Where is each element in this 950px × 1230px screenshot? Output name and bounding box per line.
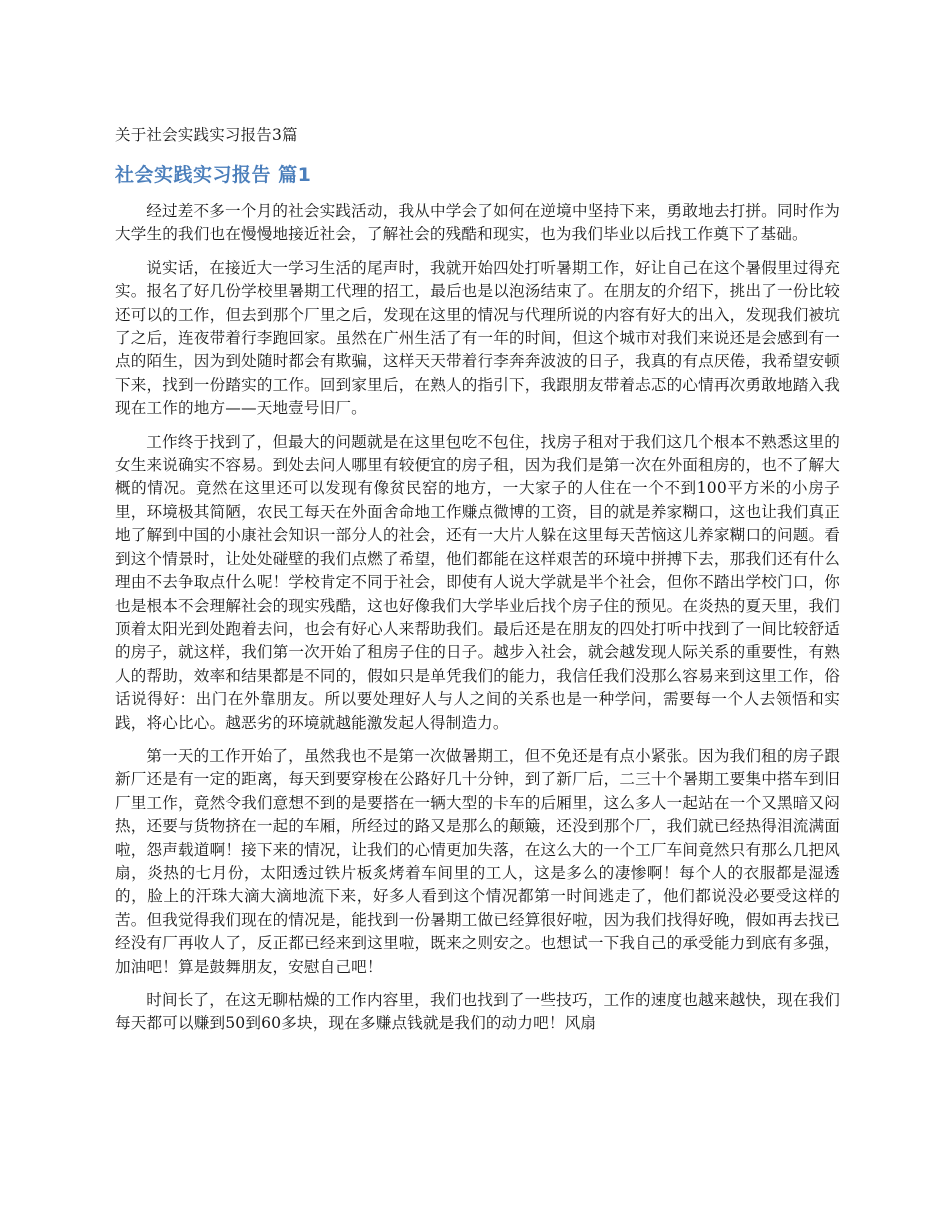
paragraph: 时间长了，在这无聊枯燥的工作内容里，我们也找到了一些技巧，工作的速度也越来越快，现在我们每天都可以赚到50到60多块，现在多赚点钱就是我们的动力吧！风扇	[115, 991, 840, 1033]
paragraph: 说实话，在接近大一学习生活的尾声时，我就开始四处打听暑期工作，好让自己在这个暑假里过得充实。报名了好几份学校里暑期工代理的招工，最后也是以泡汤结束了。在朋友的介绍下，挑出了一份比较还可以的工作，但去到那个厂里之后，发现在这里的情况与代理所说的内容有好大的出入，发现我们被坑了之后，连夜带着行李跑回家。虽然在广州生活了有一年的时间，但这个城市对我们来说还是会感到有一点的陌生，因为到处随时都会有欺骗，这样天天带着行李奔奔波波的日子，我真的有点厌倦，我希望安顿下来，找到一份踏实的工作。回到家里后，在熟人的指引下，我跟朋友带着忐忑的心情再次勇敢地踏入我现在工作的地方——天地壹号旧厂。	[115, 258, 840, 418]
document-page	[115, 124, 840, 1046]
paragraph: 工作终于找到了，但最大的问题就是在这里包吃不包住，找房子租对于我们这几个根本不熟悉这里的女生来说确实不容易。到处去问人哪里有较便宜的房子租，因为我们是第一次在外面租房的，也不了解大概的情况。竟然在这里还可以发现有像贫民窑的地方，一大家子的人住在一个不到100平方米的小房子里，环境极其简陋，农民工每天在外面舍命地工作赚点微博的工资，目的就是养家糊口，这也让我们真正地了解到中国的小康社会知识一部分人的社会，还有一大片人躲在这里每天苦恼这儿养家糊口的问题。看到这个情景时，让处处碰壁的我们点燃了希望，他们都能在这样艰苦的环境中拼搏下去，那我们还有什么理由不去争取点什么呢！学校肯定不同于社会，即使有人说大学就是半个社会，但你不踏出学校门口，你也是根本不会理解社会的现实残酷，这也好像我们大学毕业后找个房子住的预见。在炎热的夏天里，我们顶着太阳光到处跑着去问，也会有好心人来帮助我们。最后还是在朋友的四处打听中找到了一间比较舒适的房子，就这样，我们第一次开始了租房子住的日子。越步入社会，就会越发现人际关系的重要性，有熟人的帮助，效率和结果都是不同的，假如只是单凭我们的能力，我信任我们没那么容易来到这里工作，俗话说得好：出门在外靠朋友。所以要处理好人与人之间的关系也是一种学问，需要每一个人去领悟和实践，将心比心。越恶劣的环境就越能激发起人得制造力。	[115, 432, 840, 732]
paragraph: 经过差不多一个月的社会实践活动，我从中学会了如何在逆境中坚持下来，勇敢地去打拼。同时作为大学生的我们也在慢慢地接近社会，了解社会的残酷和现实，也为我们毕业以后找工作奠下了基础。	[115, 202, 840, 244]
paragraph: 第一天的工作开始了，虽然我也不是第一次做暑期工，但不免还是有点小紧张。因为我们租的房子跟新厂还是有一定的距离，每天到要穿梭在公路好几十分钟，到了新厂后，二三十个暑期工要集中搭车到旧厂里工作，竟然令我们意想不到的是要搭在一辆大型的卡车的后厢里，这么多人一起站在一个又黑暗又闷热，还要与货物挤在一起的车厢，所经过的路又是那么的颠簸，还没到那个厂，我们就已经热得泪流满面啦，怨声载道啊！接下来的情况，让我们的心情更加失落，在这么大的一个工厂车间竟然只有那么几把风扇，炎热的七月份，太阳透过铁片板炙烤着车间里的工人，这是多么的凄惨啊！每个人的衣服都是湿透的，脸上的汗珠大滴大滴地流下来，好多人看到这个情况都第一时间逃走了，他们都说没必要受这样的苦。但我觉得我们现在的情况是，能找到一份暑期工做已经算很好啦，因为我们找得好晚，假如再去找已经没有厂再收人了，反正都已经来到这里啦，既来之则安之。也想试一下我自己的承受能力到底有多强，加油吧！算是鼓舞朋友，安慰自己吧！	[115, 746, 840, 976]
document-title: 关于社会实践实习报告3篇	[115, 126, 298, 144]
section-heading: 社会实践实习报告 篇1	[115, 164, 312, 186]
